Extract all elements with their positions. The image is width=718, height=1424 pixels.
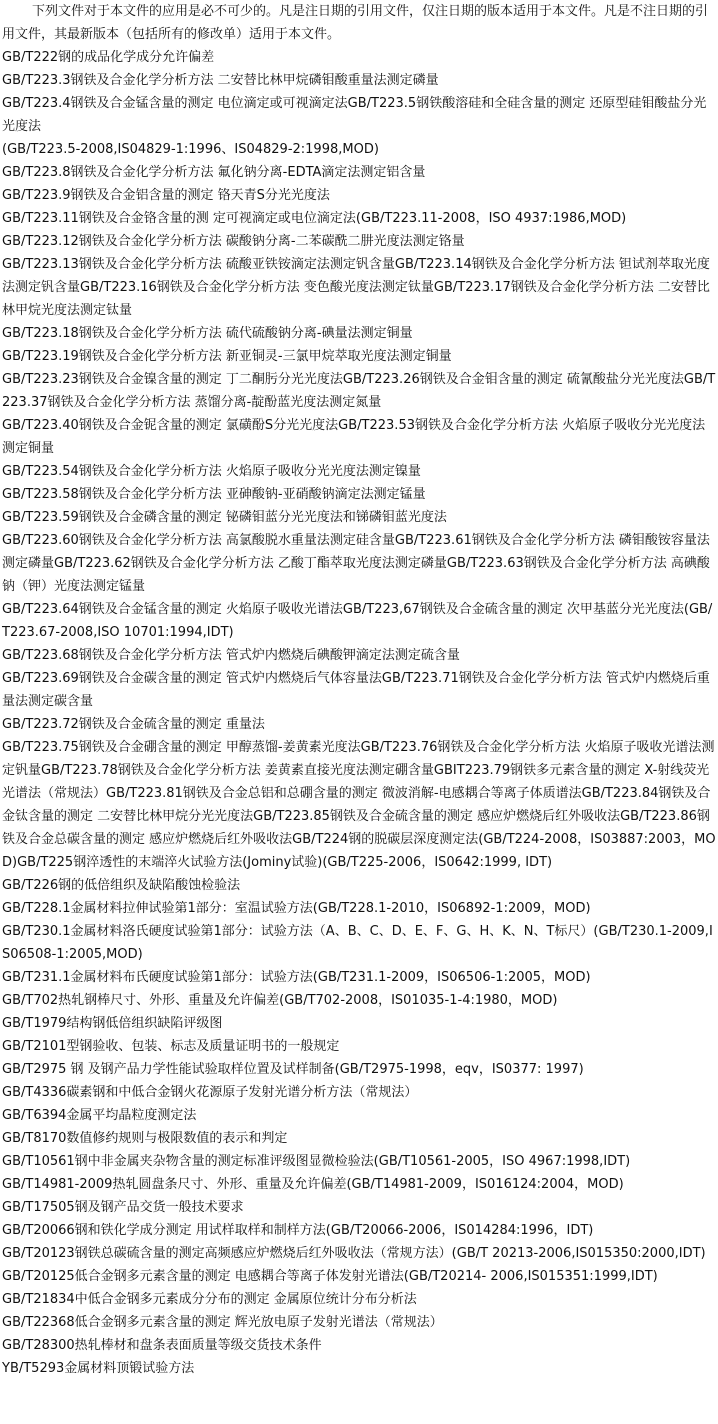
reference-entry: GB/T223.3钢铁及合金化学分析方法 二安替比林甲烷磷钼酸重量法测定磷量 bbox=[2, 73, 439, 88]
reference-entry: GB/T20123钢铁总碳硫含量的测定高频感应炉燃烧后红外吸收法（常规方法）(GB/T 20213-2006,IS015350:2000,IDT) bbox=[2, 1246, 706, 1261]
reference-entry: GB/T6394金属平均晶粒度测定法 bbox=[2, 1108, 197, 1123]
reference-entry: GB/T223.8钢铁及合金化学分析方法 氟化钠分离-EDTA滴定法测定铝含量 bbox=[2, 165, 426, 180]
reference-entry: GB/T231.1金属材料布氏硬度试验第1部分：试验方法(GB/T231.1-2009，IS06506-1:2005，MOD) bbox=[2, 970, 591, 985]
reference-entry: GB/T223.75钢铁及合金硼含量的测定 甲醇蒸馏-姜黄素光度法GB/T223.76钢铁及合金化学分析方法 火焰原子吸收光谱法测定钒量GB/T223.78钢铁及合金化学分析方法 姜黄素直接光度法测定硼含量GBIT223.79钢铁多元素含量的测定 X-射线荧光光谱法（常规法）GB/T223.81钢铁及合金总铝和总硼含量的测定 微波消解-电感耦合等离子体质谱法GB/T223.84钢铁及合金钛含量的测定 二安替比林甲烷分光光度法GB/T223.85钢铁及合金硫含量的测定 感应炉燃烧后红外吸收法GB/T223.86钢铁及合金总碳含量的测定 感应炉燃烧后红外吸收法GB/T224钢的脱碳层深度测定法(GB/T224-2008，IS03887:2003，MOD)GB/T225钢淬透性的末端淬火试验方法(Jominy试验)(GB/T225-2006，IS0642:1999, IDT) bbox=[2, 740, 716, 870]
reference-entry: GB/T223.54钢铁及合金化学分析方法 火焰原子吸收分光光度法测定镍量 bbox=[2, 464, 421, 479]
reference-entry: GB/T226钢的低倍组织及缺陷酸蚀检验法 bbox=[2, 878, 241, 893]
reference-entry: GB/T28300热轧棒材和盘条表面质量等级交货技术条件 bbox=[2, 1338, 322, 1353]
reference-entry: GB/T223.4钢铁及合金锰含量的测定 电位滴定或可视滴定法GB/T223.5钢铁酸溶硅和全硅含量的测定 还原型硅钼酸盐分光光度法 bbox=[2, 96, 707, 134]
reference-entry: GB/T20125低合金钢多元素含量的测定 电感耦合等离子体发射光谱法(GB/T20214- 2006,IS015351:1999,IDT) bbox=[2, 1269, 658, 1284]
reference-entry: GB/T230.1金属材料洛氏硬度试验第1部分：试验方法（A、B、C、D、E、F、G、H、K、N、T标尺）(GB/T230.1-2009,IS06508-1:2005,MOD) bbox=[2, 924, 713, 962]
reference-entry: GB/T223.12钢铁及合金化学分析方法 碳酸钠分离-二苯碳酰二肼光度法测定铬量 bbox=[2, 234, 465, 249]
reference-entry: (GB/T223.5-2008,IS04829-1:1996、IS04829-2:1998,MOD) bbox=[2, 142, 379, 157]
reference-entry: GB/T22368低合金钢多元素含量的测定 辉光放电原子发射光谱法（常规法） bbox=[2, 1315, 443, 1330]
reference-entry: GB/T223.18钢铁及合金化学分析方法 硫代硫酸钠分离-碘量法测定铜量 bbox=[2, 326, 413, 341]
reference-entry: GB/T4336碳素钢和中低合金钢火花源原子发射光谱分析方法（常规法） bbox=[2, 1085, 418, 1100]
reference-entry: GB/T223.40钢铁及合金铌含量的测定 氯磺酚S分光光度法GB/T223.53钢铁及合金化学分析方法 火焰原子吸收分光光度法测定铜量 bbox=[2, 418, 706, 456]
reference-entry: GB/T2101型钢验收、包装、标志及质量证明书的一般规定 bbox=[2, 1039, 340, 1054]
reference-entry: GB/T1979结构钢低倍组织缺陷评级图 bbox=[2, 1016, 223, 1031]
reference-entry: GB/T223.19钢铁及合金化学分析方法 新亚铜灵-三氯甲烷萃取光度法测定铜量 bbox=[2, 349, 452, 364]
reference-entry: GB/T223.11钢铁及合金铬含量的测 定可视滴定或电位滴定法(GB/T223.11-2008，ISO 4937:1986,MOD) bbox=[2, 211, 627, 226]
reference-entry: GB/T223.13钢铁及合金化学分析方法 硫酸亚铁铵滴定法测定钒含量GB/T223.14钢铁及合金化学分析方法 钽试剂萃取光度法测定钒含量GB/T223.16钢铁及合金化学分析方法 变色酸光度法测定钛量GB/T223.17钢铁及合金化学分析方法 二安替比林甲烷光度法测定钛量 bbox=[2, 257, 710, 318]
reference-entry: GB/T223.68钢铁及合金化学分析方法 管式炉内燃烧后碘酸钾滴定法测定硫含量 bbox=[2, 648, 460, 663]
reference-entry: GB/T223.64钢铁及合金锰含量的测定 火焰原子吸收光谱法GB/T223,67钢铁及合金硫含量的测定 次甲基蓝分光光度法(GB/T223.67-2008,ISO 10701:1994,IDT) bbox=[2, 602, 713, 640]
reference-entry: GB/T222钢的成品化学成分允许偏差 bbox=[2, 50, 215, 65]
reference-entry: GB/T223.69钢铁及合金碳含量的测定 管式炉内燃烧后气体容量法GB/T223.71钢铁及合金化学分析方法 管式炉内燃烧后重量法测定碳含量 bbox=[2, 671, 710, 709]
reference-entry: GB/T2975 钢 及钢产品力学性能试验取样位置及试样制备(GB/T2975-1998，eqv，IS0377: 1997) bbox=[2, 1062, 584, 1077]
reference-entry: GB/T17505钢及钢产品交货一般技术要求 bbox=[2, 1200, 244, 1215]
reference-entry: GB/T20066钢和铁化学成分测定 用试样取样和制样方法(GB/T20066-2006，IS014284:1996，IDT) bbox=[2, 1223, 594, 1238]
reference-entry: GB/T223.59钢铁及合金磷含量的测定 铋磷钼蓝分光光度法和锑磷钼蓝光度法 bbox=[2, 510, 447, 525]
reference-entry: GB/T21834中低合金钢多元素成分分布的测定 金属原位统计分布分析法 bbox=[2, 1292, 417, 1307]
reference-entry: GB/T14981-2009热轧圆盘条尺寸、外形、重量及允许偏差(GB/T14981-2009，IS016124:2004，MOD) bbox=[2, 1177, 624, 1192]
intro-paragraph: 下列文件对于本文件的应用是必不可少的。凡是注日期的引用文件，仅注日期的版本适用于本文件。凡是不注日期的引用文件，其最新版本（包括所有的修改单）适用于本文件。 bbox=[2, 4, 709, 42]
reference-entry: GB/T223.58钢铁及合金化学分析方法 亚砷酸钠-亚硝酸钠滴定法测定锰量 bbox=[2, 487, 426, 502]
reference-entry: GB/T223.60钢铁及合金化学分析方法 高氯酸脱水重量法测定硅含量GB/T223.61钢铁及合金化学分析方法 磷钼酸铵容量法测定磷量GB/T223.62钢铁及合金化学分析方法 乙酸丁酯萃取光度法测定磷量GB/T223.63钢铁及合金化学分析方法 高碘酸钠（钾）光度法测定锰量 bbox=[2, 533, 710, 594]
reference-entry: YB/T5293金属材料顶锻试验方法 bbox=[2, 1361, 195, 1376]
reference-entry: GB/T223.23钢铁及合金镍含量的测定 丁二酮肟分光光度法GB/T223.26钢铁及合金钼含量的测定 硫氰酸盐分光光度法GB/T223.37钢铁及合金化学分析方法 蒸馏分离-靛酚蓝光度法测定氮量 bbox=[2, 372, 716, 410]
reference-entry: GB/T8170数值修约规则与极限数值的表示和判定 bbox=[2, 1131, 288, 1146]
reference-entry: GB/T228.1金属材料拉伸试验第1部分：室温试验方法(GB/T228.1-2010，IS06892-1:2009，MOD) bbox=[2, 901, 591, 916]
reference-entry: GB/T702热轧钢棒尺寸、外形、重量及允许偏差(GB/T702-2008，IS01035-1-4:1980，MOD) bbox=[2, 993, 558, 1008]
reference-list bbox=[2, 46, 718, 1380]
reference-entry: GB/T10561钢中非金属夹杂物含量的测定标准评级图显微检验法(GB/T10561-2005，ISO 4967:1998,IDT) bbox=[2, 1154, 631, 1169]
reference-entry: GB/T223.9钢铁及合金铝含量的测定 铬天青S分光光度法 bbox=[2, 188, 330, 203]
reference-entry: GB/T223.72钢铁及合金硫含量的测定 重量法 bbox=[2, 717, 265, 732]
